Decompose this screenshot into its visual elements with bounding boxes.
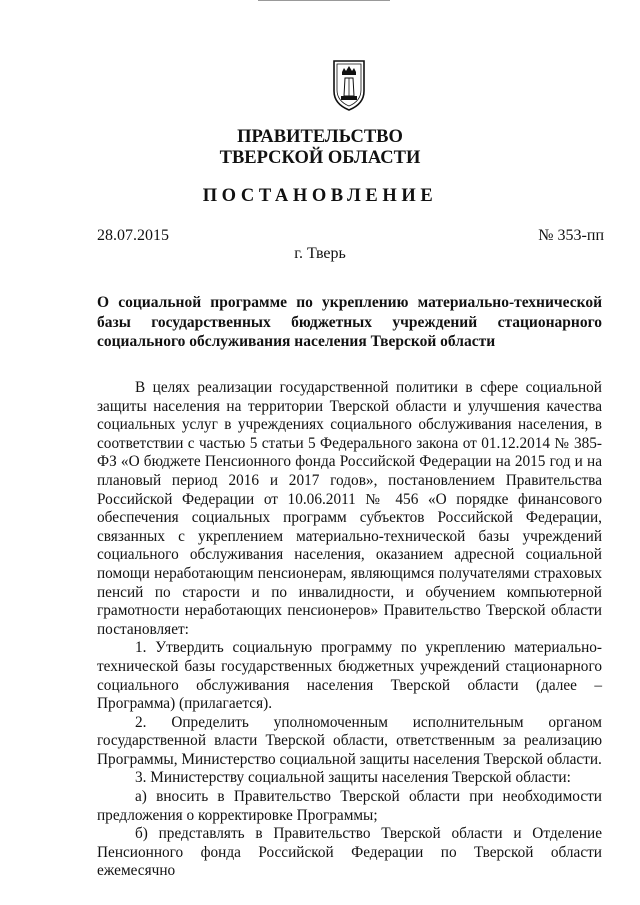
clause-3: 3. Министерству социальной защиты населения Тверской области: bbox=[135, 769, 571, 787]
document-city: г. Тверь bbox=[294, 245, 346, 262]
clause-2: 2. Определить уполномоченным исполнительным органом государственной власти Тверской области, ответственным за реализацию Программы, Министерство социальной защиты населения Тверской области. bbox=[97, 713, 602, 768]
scan-top-line bbox=[258, 0, 390, 1]
organization-name: ПРАВИТЕЛЬСТВО bbox=[237, 127, 403, 147]
document-number: № 353-пп bbox=[538, 227, 604, 244]
preamble-paragraph: В целях реализации государственной политики в сфере социальной защиты населения на территории Тверской области и улучшения качества социальных услуг в учреждениях социального обслуживания населения, в соответствии с частью 5 статьи 5 Федерального закона от 01.12.2014 № 385-ФЗ «О бюджете Пенсионного фонда Российской Федерации на 2015 год и на плановый период 2016 и 2017 годов», постановлением Правительства Российской Федерации от 10.06.2011 № 456 «О порядке финансового обеспечения социальных программ субъектов Российской Федерации, связанных с укреплением материально-технической базы учреждений социального обслуживания населения, оказанием адресной социальной помощи неработающим пенсионерам, являющимся получателями страховых пенсий по старости и по инвалидности, и обучением компьютерной грамотности неработающих пенсионеров» Правительство Тверской области постановляет: bbox=[97, 379, 602, 638]
clause-3b: б) представлять в Правительство Тверской области и Отделение Пенсионного фонда Российской Федерации по Тверской области ежемесячно bbox=[97, 825, 602, 880]
document-type: ПОСТАНОВЛЕНИЕ bbox=[202, 186, 438, 206]
organization-region: ТВЕРСКОЙ ОБЛАСТИ bbox=[219, 148, 421, 168]
clause-3a: а) вносить в Правительство Тверской области при необходимости предложения о корректировке Программы; bbox=[97, 788, 602, 824]
document-body bbox=[97, 379, 602, 881]
clause-1: 1. Утвердить социальную программу по укреплению материально-технической базы государственных бюджетных учреждений стационарного социального обслуживания населения Тверской области (далее – Программа) (прилагается). bbox=[97, 639, 602, 713]
document-date: 28.07.2015 bbox=[97, 227, 169, 244]
document-title: О социальной программе по укреплению материально-технической базы государственных бюджетных учреждений стационарного социального обслуживания населения Тверской области bbox=[97, 294, 602, 350]
coat-of-arms-icon bbox=[330, 58, 368, 112]
